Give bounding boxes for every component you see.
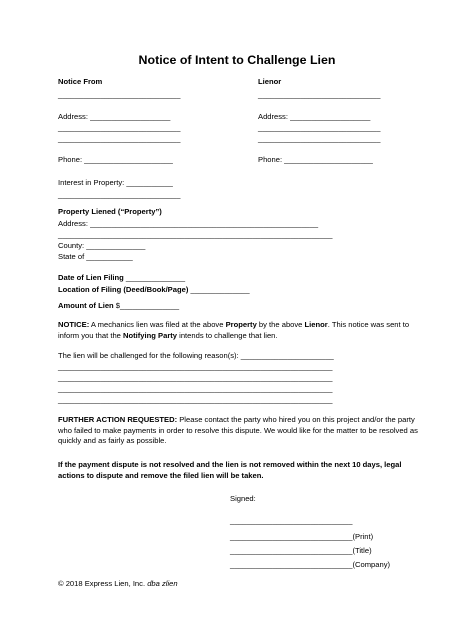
notice-from-address-line3[interactable]: _____________________________ <box>58 134 181 143</box>
notice-from-name-line[interactable]: _____________________________ <box>58 90 181 99</box>
lienor-phone[interactable]: Phone: _____________________ <box>258 155 373 164</box>
notice-party-word: Notifying Party <box>123 330 178 340</box>
amount-of-lien-line[interactable]: $______________ <box>113 301 180 310</box>
further-action-label: FURTHER ACTION REQUESTED: <box>58 415 178 424</box>
lienor-address[interactable]: Address: ___________________ <box>258 112 371 121</box>
notice-from-address-line2[interactable]: _____________________________ <box>58 123 181 132</box>
notice-label: NOTICE: <box>58 320 90 329</box>
interest-in-property[interactable]: Interest in Property: ___________ <box>58 178 173 187</box>
reason-line[interactable]: _________________________________________________________________ <box>58 384 333 393</box>
property-state[interactable]: State of ___________ <box>58 252 133 261</box>
footer-copyright <box>58 579 178 588</box>
amount-of-lien[interactable] <box>58 301 179 310</box>
date-of-lien-filing-line[interactable]: ______________ <box>123 273 186 282</box>
amount-of-lien-label: Amount of Lien <box>58 301 114 310</box>
lienor-address-line3[interactable]: _____________________________ <box>258 134 381 143</box>
signature-line[interactable]: _____________________________ <box>230 516 353 525</box>
notice-property-word: Property <box>225 320 257 329</box>
reasons-label[interactable]: The lien will be challenged for the following reason(s): ______________________ <box>58 351 334 360</box>
notice-text-4: intends to challenge that lien. <box>177 330 278 340</box>
document-title: Notice of Intent to Challenge Lien <box>138 53 336 67</box>
further-action-paragraph <box>58 415 418 447</box>
interest-in-property-line2[interactable]: _____________________________ <box>58 190 181 199</box>
location-of-filing[interactable] <box>58 285 250 294</box>
property-county[interactable]: County: ______________ <box>58 241 146 250</box>
title-line[interactable]: _____________________________(Title) <box>230 546 372 555</box>
further-action-text: Please contact the party who hired you on this project and/or the party who failed to make payments in order to resolve this dispute. We would like for the matter to be resolved as quickly and as fairly as possible. <box>58 415 418 446</box>
property-address[interactable]: Address: ______________________________________________________ <box>58 219 319 228</box>
company-line[interactable]: _____________________________(Company) <box>230 560 391 569</box>
notice-from-address[interactable]: Address: ___________________ <box>58 112 171 121</box>
signed-label: Signed: <box>230 494 256 503</box>
date-of-lien-filing-label: Date of Lien Filing <box>58 273 124 282</box>
copyright-text: © 2018 Express Lien, Inc. <box>58 579 148 588</box>
notice-from-heading: Notice From <box>58 77 103 86</box>
lienor-name-line[interactable]: _____________________________ <box>258 90 381 99</box>
notice-lienor-word: Lienor <box>304 320 328 329</box>
notice-paragraph <box>58 320 418 341</box>
date-of-lien-filing[interactable] <box>58 273 185 282</box>
notice-text-2: by the above <box>256 320 305 329</box>
reason-line[interactable]: _________________________________________________________________ <box>58 362 333 371</box>
property-heading: Property Liened (“Property”) <box>58 207 162 216</box>
print-name-line[interactable]: _____________________________(Print) <box>230 532 374 541</box>
lienor-address-line2[interactable]: _____________________________ <box>258 123 381 132</box>
location-of-filing-line[interactable]: ______________ <box>188 285 250 294</box>
notice-text-3: . This notice was sent to inform you that the <box>58 320 410 340</box>
lienor-heading: Lienor <box>258 77 282 86</box>
dba-text: dba zlien <box>147 579 178 588</box>
warning-paragraph: If the payment dispute is not resolved and the lien is not removed within the next 10 days, legal actions to dispute and remove the filed lien will be taken. <box>58 460 402 480</box>
location-of-filing-label: Location of Filing (Deed/Book/Page) <box>58 285 189 294</box>
reason-line[interactable]: _________________________________________________________________ <box>58 395 333 404</box>
reason-line[interactable]: _________________________________________________________________ <box>58 373 333 382</box>
property-address-line2[interactable]: _________________________________________________________________ <box>58 230 333 239</box>
notice-from-phone[interactable]: Phone: _____________________ <box>58 155 173 164</box>
notice-text-1: A mechanics lien was filed at the above <box>89 320 226 329</box>
